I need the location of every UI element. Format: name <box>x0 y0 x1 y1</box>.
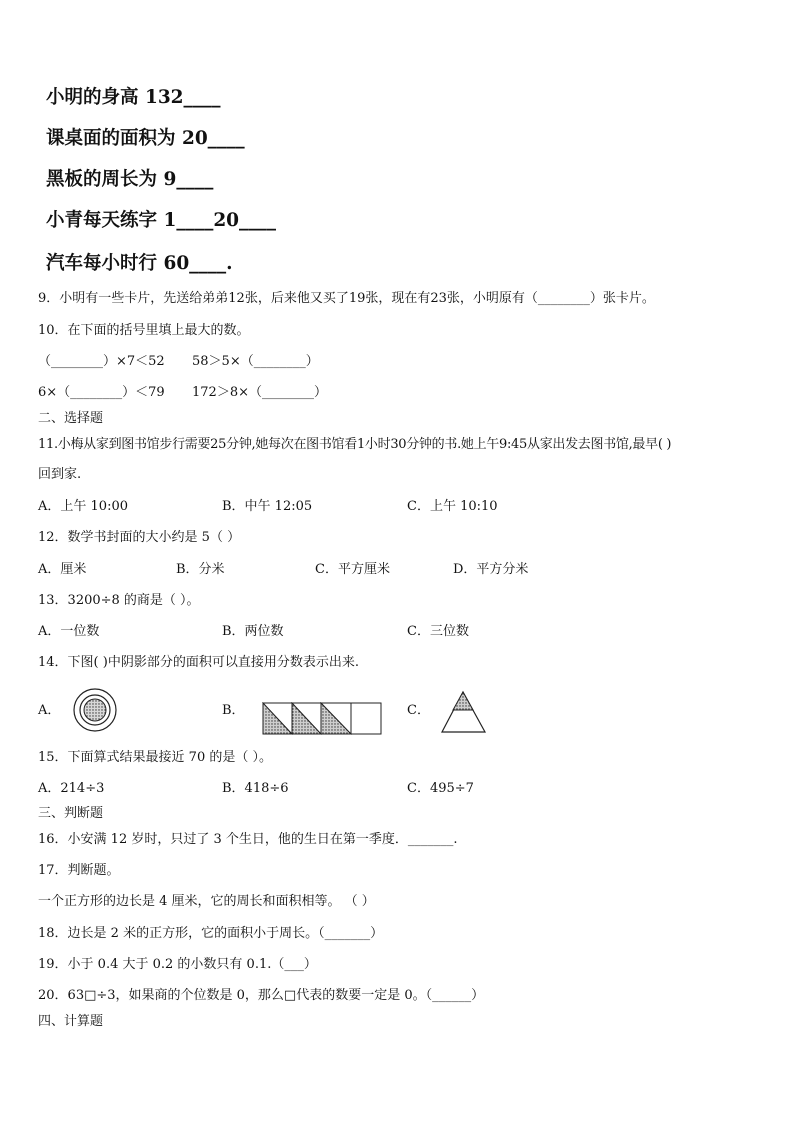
question-13-stem: 13．3200÷8 的商是（ ）。 <box>38 593 200 608</box>
question-14-option-c: C． <box>407 703 430 718</box>
question-11-option-c: C．上午 10:10 <box>407 499 498 514</box>
figure-c-triangle <box>441 690 487 734</box>
unit-item-car-speed: 汽车每小时行 60____. <box>46 253 233 274</box>
question-9: 9．小明有一些卡片，先送给弟弟12张，后来他又买了19张，现在有23张，小明原有（________）张卡片。 <box>38 291 655 306</box>
question-14-stem: 14．下图( )中阴影部分的面积可以直接用分数表示出来. <box>38 655 359 670</box>
unit-item-height: 小明的身高 132____ <box>46 87 221 108</box>
question-12-option-a: A．厘米 <box>38 562 87 577</box>
question-14-option-a: A． <box>38 703 61 718</box>
question-17-stem: 17．判断题。 <box>38 863 120 878</box>
question-11-option-b: B．中午 12:05 <box>222 499 313 514</box>
question-20: 20．63□÷3，如果商的个位数是 0，那么□代表的数要一定是 0。（______） <box>38 988 485 1003</box>
question-10-blank-3: 6×（________）＜79 <box>38 385 165 400</box>
question-11-option-a: A．上午 10:00 <box>38 499 128 514</box>
question-16: 16．小安满 12 岁时，只过了 3 个生日，他的生日在第一季度．_______. <box>38 832 458 847</box>
unit-item-desk-area: 课桌面的面积为 20____ <box>46 128 245 149</box>
question-12-option-d: D．平方分米 <box>453 562 529 577</box>
unit-item-blackboard-perimeter: 黑板的周长为 9____ <box>46 169 214 190</box>
question-15-option-a: A．214÷3 <box>38 781 105 796</box>
question-13-option-c: C．三位数 <box>407 624 469 639</box>
question-15-option-c: C．495÷7 <box>407 781 474 796</box>
figure-b-squares <box>262 702 384 736</box>
section-heading-judgment: 三、判断题 <box>38 806 104 821</box>
unit-item-writing-practice: 小青每天练字 1____20____ <box>46 210 277 231</box>
question-12-stem: 12．数学书封面的大小约是 5（ ） <box>38 530 241 545</box>
question-11-stem: 11.小梅从家到图书馆步行需要25分钟,她每次在图书馆看1小时30分钟的书.她上午9:45从家出发去图书馆,最早( ) <box>38 437 672 452</box>
question-10-blank-1: （________）×7＜52 <box>38 354 165 369</box>
question-18: 18．边长是 2 米的正方形，它的面积小于周长。（_______） <box>38 926 384 941</box>
question-12-option-b: B．分米 <box>176 562 225 577</box>
question-10-blank-2: 58＞5×（________） <box>192 354 319 369</box>
question-12-option-c: C．平方厘米 <box>315 562 390 577</box>
question-14-option-b: B． <box>222 703 245 718</box>
question-13-option-a: A．一位数 <box>38 624 100 639</box>
figure-a-circles <box>71 688 121 734</box>
question-11-stem-cont: 回到家. <box>38 467 82 482</box>
question-10-stem: 10．在下面的括号里填上最大的数。 <box>38 323 250 338</box>
section-heading-calculation: 四、计算题 <box>38 1014 104 1029</box>
question-17-body: 一个正方形的边长是 4 厘米，它的周长和面积相等。 （ ） <box>38 894 375 909</box>
question-15-stem: 15．下面算式结果最接近 70 的是（ ）。 <box>38 750 272 765</box>
section-heading-choice: 二、选择题 <box>38 411 104 426</box>
question-13-option-b: B．两位数 <box>222 624 284 639</box>
question-15-option-b: B．418÷6 <box>222 781 289 796</box>
question-10-blank-4: 172＞8×（________） <box>192 385 327 400</box>
question-19: 19．小于 0.4 大于 0.2 的小数只有 0.1.（___） <box>38 957 317 972</box>
